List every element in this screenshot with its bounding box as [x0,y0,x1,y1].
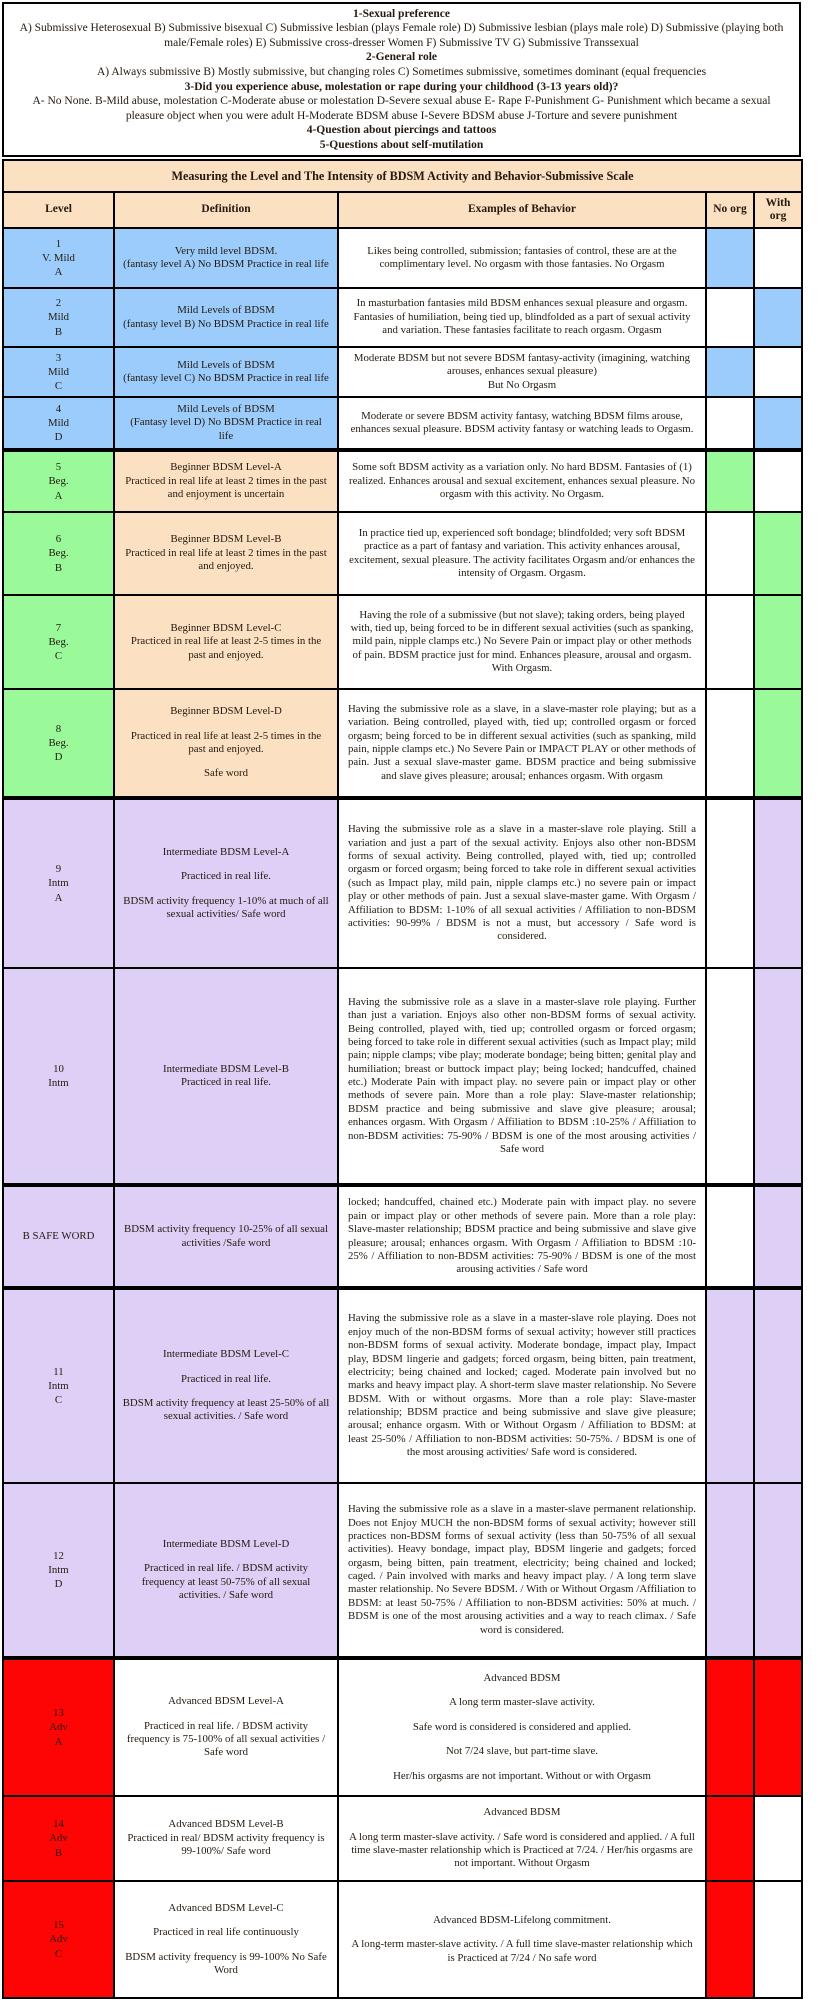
no-org-cell [706,347,754,397]
with-org-cell [754,1658,802,1796]
level-line: 3 [55,351,62,364]
definition-paragraph: Practiced in real life. / BDSM activity frequency is 75-100% of all sexual activities / Safe word [126,1719,326,1759]
with-org-cell [754,288,802,347]
level-line: 1 [55,237,62,250]
level-line: 13 [53,1707,64,1720]
no-org-cell [706,968,754,1185]
definition-paragraph: Very mild level BDSM. [174,244,278,257]
intro-section-4 [14,123,789,138]
definition-paragraph: BDSM activity frequency 1-10% at much of all sexual activities/ Safe word [123,894,329,920]
examples-cell [338,689,706,798]
example-paragraph: Having the role of a submissive (but not slave); taking orders, being played with, tied up, being forced to be in different sexual activities (such as spanking, mild pain, nipple clamps etc.) No Severe Pain or impact play or other methods of pain. BDSM practice just for mind. Enhances pleasure, arousal and orgasm. With Orgasm. [350,608,694,675]
definition-paragraph: Mild Levels of BDSM [177,304,275,317]
level-line: D [54,1578,63,1591]
definition-cell [114,450,338,512]
definition-paragraph: BDSM activity frequency 10-25% of all sexual activities /Safe word [124,1223,328,1249]
examples-cell [338,595,706,689]
no-org-cell [706,1185,754,1288]
level-cell [3,228,114,288]
table-row [3,968,802,1185]
level-cell [3,1796,114,1881]
intro-heading-piercings-tattoos: 4-Question about piercings and tattoos [306,124,497,137]
level-line: 14 [53,1818,64,1831]
examples-cell [338,450,706,512]
level-line: B SAFE WORD [22,1230,95,1243]
level-line: Intm [48,1077,69,1089]
level-line: Intm [48,877,69,890]
definition-paragraph: Beginner BDSM Level-C [170,621,282,634]
with-org-cell [754,689,802,798]
definition-cell [114,1185,338,1288]
definition-paragraph: Practiced in real life at least 2-5 times in the past and enjoyed. [130,729,322,755]
no-org-cell [706,228,754,288]
table-row [3,1185,802,1288]
level-line: 15 [53,1919,64,1932]
no-org-cell [706,512,754,595]
table-row [3,595,802,689]
level-line: D [54,431,63,444]
table-row [3,397,802,450]
example-paragraph: locked; handcuffed, chained etc.) Moderate pain with impact play. no severe pain or impact play or other methods of severe pain. More than a role play: Slave-master relationship; BDSM practice and being submissive and slave give pleasure; arousal; enhances orgasm. With Orgasm / Affiliation to BDSM :10-25% / Affiliation to non-BDSM activities: 75-90% / BDSM is one of the most arousing activities / Safe word [348,1196,696,1276]
definition-cell [114,1288,338,1483]
level-line: Adv [49,1832,68,1845]
definition-cell [114,397,338,450]
definition-paragraph: (fantasy level A) No BDSM Practice in real life [123,258,329,270]
definition-cell [114,512,338,595]
definition-paragraph: Intermediate BDSM Level-A [162,845,290,858]
level-cell [3,1185,114,1288]
with-org-cell [754,798,802,968]
with-org-cell [754,1796,802,1881]
level-line: C [54,650,63,663]
column-header-definition: Definition [114,192,338,228]
level-line: Beg. [48,547,69,560]
example-paragraph: Having the submissive role as a slave, in a slave-master role playing; but as a variation. Being controlled, played with, tied up; controlled orgasm or forced orgasm; being forced to be in different sexual activities (such as spanking, mild pain, nipple clamps etc.) No Severe Pain or IMPACT PLAY or other methods of pain. Just a sexual slave-master game. BDSM practice and being submissive and slave gives pleasure; arousal; enhances orgasm. With orgasm [348,702,696,782]
examples-cell [338,1658,706,1796]
example-paragraph: Advanced BDSM-Lifelong commitment. [433,1913,611,1926]
no-org-cell [706,1288,754,1483]
table-row [3,1881,802,1998]
example-paragraph: Moderate BDSM but not severe BDSM fantasy-activity (imagining, watching arouses, enhances sexual pleasure) [353,351,691,378]
level-cell [3,512,114,595]
examples-cell [338,968,706,1185]
with-org-cell [754,512,802,595]
definition-paragraph: (fantasy level C) No BDSM Practice in real life [123,372,329,384]
no-org-cell [706,1658,754,1796]
definition-cell [114,1483,338,1658]
column-header-examples: Examples of Behavior [338,192,706,228]
table-body [3,228,802,1998]
examples-cell [338,347,706,397]
level-line: Beg. [48,475,69,488]
definition-paragraph: Advanced BDSM Level-C [168,1901,284,1914]
level-line: Mild [48,311,69,324]
level-line: Mild [48,365,69,378]
table-row [3,347,802,397]
level-line: B [54,325,63,338]
no-org-cell [706,1796,754,1881]
definition-paragraph: Practiced in real life. / BDSM activity frequency at least 50-75% of all sexual activities. / Safe word [141,1562,311,1601]
level-line: Intm [48,1563,69,1576]
example-paragraph: In masturbation fantasies mild BDSM enhances sexual pleasure and orgasm. Fantasies of humiliation, being tied up, blindfolded as a part of sexual activity and variation. These fantasies facilitate to reach orgasm. Orgasm [353,297,691,337]
examples-cell [338,1288,706,1483]
level-line: Beg. [48,635,69,648]
level-line: 4 [55,402,62,415]
definition-paragraph: Practiced in real/ BDSM activity frequency is 99-100%/ Safe word [127,1831,325,1858]
level-cell [3,397,114,450]
example-paragraph: Advanced BDSM [483,1672,561,1685]
example-paragraph: Not 7/24 slave, but part-time slave. [445,1745,599,1758]
table-row [3,798,802,968]
table-row [3,1658,802,1796]
level-line: 5 [55,461,62,474]
definition-cell [114,689,338,798]
no-org-cell [706,595,754,689]
level-cell [3,968,114,1185]
examples-cell [338,798,706,968]
example-paragraph: In practice tied up, experienced soft bondage; blindfolded; very soft BDSM practice as a part of fantasy and variation. This activity enhances arousal, excitement, sexual pleasure. The activity facilitates Orgasm and/or enhances the intensity of Orgasm. Orgasm. [349,526,695,579]
example-paragraph: Moderate or severe BDSM activity fantasy, watching BDSM films arouse, enhances sexual pleasure. BDSM activity fantasy or watching leads to Orgasm. [350,409,694,435]
table-row [3,1483,802,1658]
definition-paragraph: Practiced in real life at least 2-5 times in the past and enjoyed. [130,635,322,661]
example-paragraph: Her/his orgasms are not important. Without or with Orgasm [393,1769,651,1782]
intro-section-5 [14,138,789,153]
definition-paragraph: Practiced in real life at least 2 times in the past and enjoyed. [125,546,327,573]
examples-cell [338,397,706,450]
level-line: 10 [53,1062,64,1075]
table-row [3,1288,802,1483]
level-line: A [54,891,63,904]
table-row [3,689,802,798]
with-org-cell [754,450,802,512]
definition-paragraph: Practiced in real life. [181,1076,271,1088]
definition-cell [114,595,338,689]
level-line: A [54,489,63,502]
definition-paragraph: (Fantasy level D) No BDSM Practice in real life [130,416,322,442]
with-org-cell [754,397,802,450]
level-line: Intm [48,1379,69,1392]
no-org-cell [706,288,754,347]
intro-heading-general-role: 2-General role [366,51,437,64]
definition-cell [114,798,338,968]
column-header-level: Level [3,192,114,228]
definition-paragraph: Mild Levels of BDSM [177,358,275,371]
level-line: C [54,1947,63,1960]
definition-paragraph: Intermediate BDSM Level-B [163,1062,289,1075]
example-paragraph: Having the submissive role as a slave in a master-slave role playing. Does not enjoy much of the non-BDSM forms of sexual activity; however still practices non-BDSM forms of sexual activity. Moderate bondage, impact play, Impact play, BDSM lingerie and gadgets; forced orgasm, being bitten, pain treatment, electricity; being chained and locked; caged. Moderate pain involved but no marks and heavy impact play. A short-term slave master relationship. No Severe BDSM. With or without orgasms. More than a role play: Slave-master relationship; BDSM practice and being submissive and slave give pleasure; arousal; enhance orgasm. With or Without Orgasm / Affiliation to BDSM: at least 25-50% / Affiliation to non-BDSM activities: 50-75%. / BDSM is one of the most arousing activities/ Safe word is considered. [348,1312,696,1459]
level-line: 11 [53,1365,64,1378]
level-line: V. Mild [42,251,75,264]
definition-paragraph: Practiced in real life. [181,870,271,883]
intro-heading-childhood-abuse: 3-Did you experience abuse, molestation or rape during your childhood (3-13 years old)? [184,80,619,93]
example-paragraph: Safe word is considered is considered and applied. [412,1720,632,1733]
table-row [3,288,802,347]
table-title-row [3,160,802,192]
table-header-row [3,192,802,228]
intro-section-3 [14,80,789,124]
definition-paragraph: Mild Levels of BDSM [177,402,275,415]
examples-cell [338,288,706,347]
with-org-cell [754,347,802,397]
level-cell [3,1288,114,1483]
bdsm-submissive-scale-table [2,159,803,1999]
with-org-cell [754,1483,802,1658]
examples-cell [338,512,706,595]
definition-paragraph: Beginner BDSM Level-A [170,461,282,474]
level-line: A [54,1735,63,1748]
table-head [3,160,802,228]
intro-body-general-role: A) Always submissive B) Mostly submissive, but changing roles C) Sometimes submissive, sometimes dominant (equal frequencies [96,65,707,78]
definition-cell [114,228,338,288]
definition-paragraph: Practiced in real life at least 2 times in the past and enjoyment is uncertain [125,474,327,501]
level-line: D [54,751,63,764]
intro-section-1 [14,7,789,51]
questionnaire-intro-box [2,2,801,157]
table-row [3,450,802,512]
table-row [3,1796,802,1881]
examples-cell [338,1881,706,1998]
no-org-cell [706,1881,754,1998]
intro-body-childhood-abuse: A- No None. B-Mild abuse, molestation C-Moderate abuse or molestation D-Severe sexual abuse E- Rape F-Punishment G- Punishment which became a sexual pleasure object when you were adult H-Moderate BDSM abuse I-Severe BDSM abuse J-Torture and severe punishment [32,95,771,122]
example-paragraph: Having the submissive role as a slave in a master-slave role playing. Further than just a variation. Enjoys also other non-BDSM forms of sexual activity. Being controlled, played with, tied up; controlled orgasm or forced orgasm; being forced to take role in different sexual activities (such as Impact play; mild pain; nipple clamps; vibe play; moderate bondage; being bitten; genital play and humiliation; breast or buttock impact play; being locked; handcuffed, chained etc.) Moderate Pain with impact play. no severe pain or impact play or other methods of severe pain. More than a role play: Slave-master relationship; BDSM practice and being submissive and slave give pleasure; arousal; enhances orgasm. With Orgasm / Affiliation to BDSM :10-25% / Affiliation to non-BDSM activities: 75-90% / BDSM is one of the most arousing activities / Safe word [348,995,696,1155]
intro-heading-self-mutilation: 5-Questions about self-mutilation [319,138,484,151]
definition-paragraph: BDSM activity frequency is 99-100% No Safe Word [125,1950,327,1976]
level-cell [3,595,114,689]
level-cell [3,1881,114,1998]
examples-cell [338,1185,706,1288]
intro-section-2 [14,50,789,79]
no-org-cell [706,798,754,968]
level-cell [3,450,114,512]
definition-paragraph: Intermediate BDSM Level-D [162,1537,290,1550]
level-cell [3,1483,114,1658]
example-paragraph: But No Orgasm [487,378,557,391]
document-page [2,2,801,1999]
definition-paragraph: Advanced BDSM Level-B [168,1818,284,1831]
with-org-cell [754,1185,802,1288]
with-org-cell [754,968,802,1185]
level-line: 7 [55,621,62,634]
definition-paragraph: Beginner BDSM Level-B [170,533,282,546]
example-paragraph: A long term master-slave activity. / Safe word is considered and applied. / A full time slave-master relationship which is Practiced at 7/24. / Her/his orgasms are not important. Without Orgasm [349,1830,695,1870]
example-paragraph: A long term master-slave activity. [449,1696,595,1709]
no-org-cell [706,397,754,450]
definition-paragraph: BDSM activity frequency at least 25-50% of all sexual activities. / Safe word [122,1397,330,1423]
no-org-cell [706,1483,754,1658]
level-line: B [54,561,63,574]
examples-cell [338,1483,706,1658]
level-cell [3,1658,114,1796]
example-paragraph: Advanced BDSM [483,1806,561,1819]
no-org-cell [706,450,754,512]
table-row [3,512,802,595]
level-line: Adv [49,1933,68,1946]
level-line: 8 [55,722,62,735]
level-line: 6 [55,533,62,546]
level-line: Mild [48,416,69,429]
level-line: 12 [53,1549,64,1562]
definition-paragraph: Beginner BDSM Level-D [170,705,282,718]
definition-paragraph: Practiced in real life. [181,1372,271,1385]
intro-body-sexual-preference: A) Submissive Heterosexual B) Submissive bisexual C) Submissive lesbian (plays Female role) D) Submissive lesbian (plays male role) D) Submissive (playing both male/Female roles) E) Submissive cross-dresser Women F) Submissive TV G) Submissive Transsexual [19,22,784,49]
definition-cell [114,288,338,347]
level-cell [3,689,114,798]
example-paragraph: A long-term master-slave activity. / A full time slave-master relationship which is Practiced at 7/24 / No safe word [351,1938,693,1964]
no-org-cell [706,689,754,798]
level-cell [3,347,114,397]
definition-paragraph: Practiced in real life continuously [153,1926,299,1939]
table-title: Measuring the Level and The Intensity of BDSM Activity and Behavior-Submissive Scale [3,160,802,192]
with-org-cell [754,228,802,288]
level-line: C [54,1394,63,1407]
definition-cell [114,347,338,397]
definition-paragraph: Safe word [203,767,249,780]
example-paragraph: Having the submissive role as a slave in a master-slave permanent relationship. Does not Enjoy MUCH the non-BDSM forms of sexual activity; however still practices non-BDSM forms of sexual activity (less than 50-75% of all sexual activities). Heavy bondage, impact play, BDSM lingerie and gadgets; forced orgasm, being bitten, pain treatment, electricity; being chained and locked; caged. / Pain involved with marks and heavy impact play. / A long term slave master relationship. No Severe BDSM. / With or Without Orgasm /Affiliation to BDSM: at least 50-75% / Affiliation to non-BDSM activities: 50% at much. / BDSM is one of the most arousing activities and a way to reach climax. / Safe word is considered. [348,1503,696,1636]
intro-heading-sexual-preference: 1-Sexual preference [353,7,450,20]
definition-paragraph: (fantasy level B) No BDSM Practice in real life [123,317,329,330]
level-line: Adv [49,1721,68,1734]
definition-cell [114,1881,338,1998]
level-line: Beg. [48,736,69,749]
level-line: C [54,380,63,393]
level-line: 9 [55,863,62,876]
example-paragraph: Having the submissive role as a slave in a master-slave role playing. Still a variation and just a part of the sexual activity. Enjoys also other non-BDSM forms of sexual activity. Being controlled, played with, tied up; controlled orgasm or forced orgasm; being forced to take role in different sexual activities (such as Impact play, mild pain, nipple clamps etc.) no severe pain or impact play or other methods of pain. Just a sexual slave-master game. With Orgasm / Affiliation to BDSM: 1-10% of all sexual activities / Affiliation to non-BDSM activities: 90-99% / BDSM is not a must, but accessory / Safe word is considered. [348,823,696,943]
column-header-no-org: No org [706,192,754,228]
examples-cell [338,228,706,288]
example-paragraph: Likes being controlled, submission; fantasies of control, these are at the complimentary level. No orgasm with those fantasies. No Orgasm [367,244,677,270]
level-cell [3,288,114,347]
definition-cell [114,1796,338,1881]
level-line: 2 [55,297,62,310]
definition-paragraph: Intermediate BDSM Level-C [163,1348,289,1361]
level-line: A [54,266,63,279]
examples-cell [338,1796,706,1881]
table-row [3,228,802,288]
with-org-cell [754,595,802,689]
definition-cell [114,1658,338,1796]
definition-cell [114,968,338,1185]
column-header-with-org: With org [754,192,802,228]
with-org-cell [754,1881,802,1998]
example-paragraph: Some soft BDSM activity as a variation only. No hard BDSM. Fantasies of (1) realized. Enhances arousal and sexual excitement, enhances sexual pleasure. No orgasm with this activity. No Orgasm. [349,461,695,501]
level-cell [3,798,114,968]
definition-paragraph: Advanced BDSM Level-A [168,1695,284,1708]
level-line: B [54,1846,63,1859]
with-org-cell [754,1288,802,1483]
